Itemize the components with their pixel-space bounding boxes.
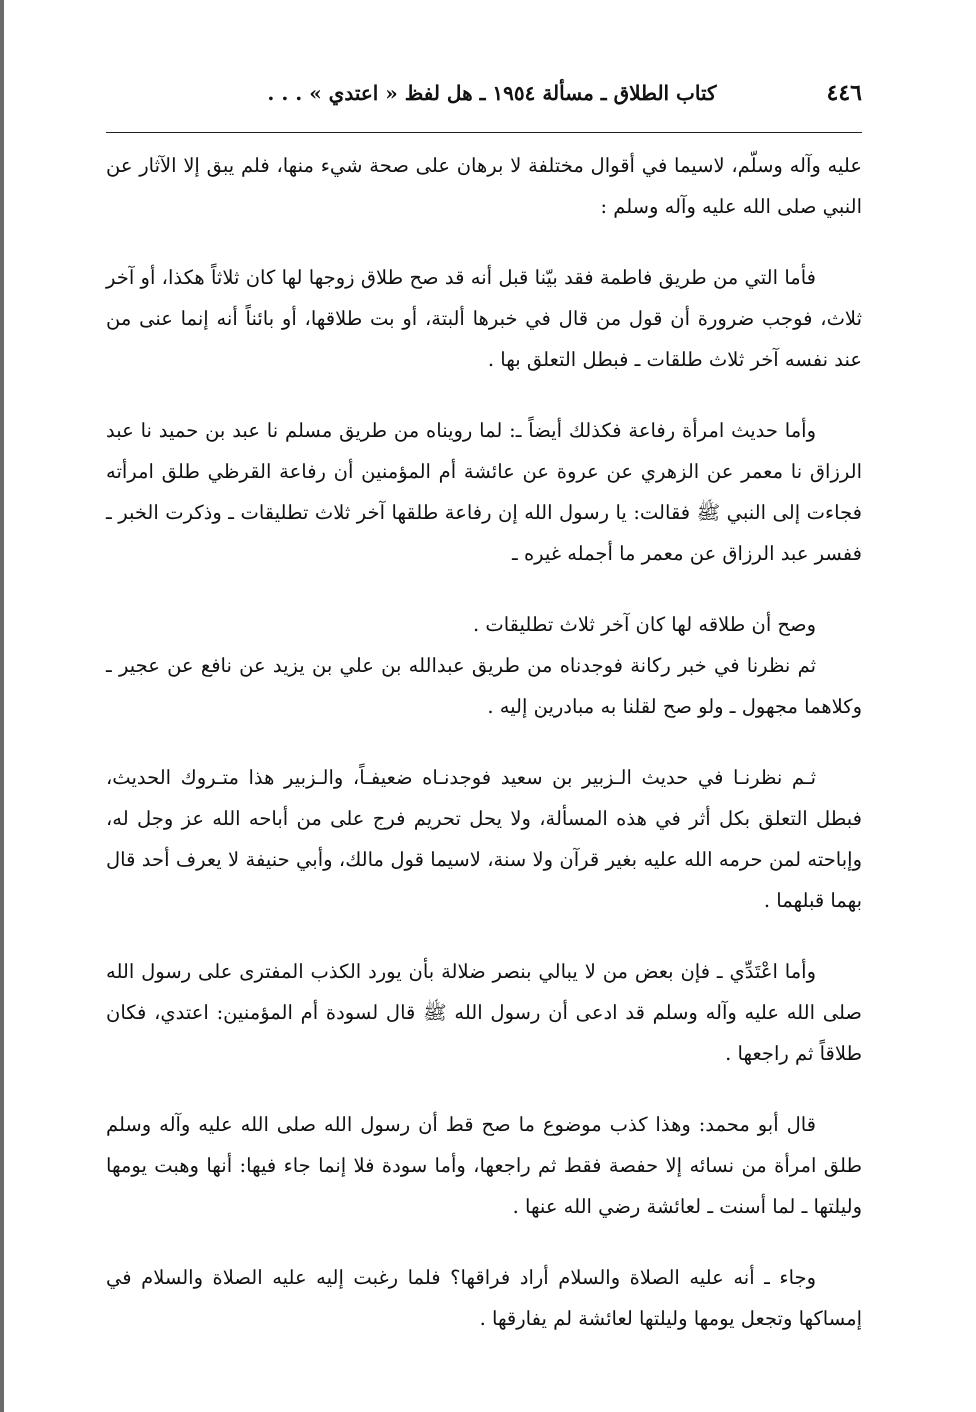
page-header <box>106 80 862 120</box>
book-page <box>106 80 862 1353</box>
paragraph-fatima: فأما التي من طريق فاطمة فقد بيّنا قبل أنه قد صح طلاق زوجها لها كان ثلاثاً هكذا، أو آخر ثلاث، فوجب ضرورة أن قول من قال في خبرها ألبتة، أو بت طلاقها، أو بائناً أنه إنما عنى من عند نفسه آخر ثلاث طلقات ـ فبطل التعلق بها . <box>106 266 862 371</box>
paragraph-abu-muhammad: قال أبو محمد: وهذا كذب موضوع ما صح قط أن رسول الله صلى الله عليه وآله وسلم طلق امرأة من نسائه إلا حفصة فقط ثم راجعها، وأما سودة فلا إنما جاء فيها: أنها وهبت يومها وليلتها ـ لما أسنت ـ لعائشة رضي الله عنها . <box>106 1113 862 1218</box>
scan-edge-shadow <box>0 0 4 1412</box>
paragraph-zubair: ثـم نظرنـا في حديث الـزبير بن سعيد فوجدنـاه ضعيفـاً، والـزبير هذا متـروك الحديث، فبطل التعلق بكل أثر في هذه المسألة، ولا يحل تحريم فرج على من أباحه الله عز وجل له، وإباحته لمن حرمه الله عليه بغير قرآن ولا سنة، لاسيما قول مالك، وأبي حنيفة لا يعرف أحد قال بهما قبلهما . <box>106 766 862 912</box>
page-number: ٤٤٦ <box>826 80 862 106</box>
paragraph-rukana: ثم نظرنا في خبر ركانة فوجدناه من طريق عبدالله بن علي بن يزيد عن نافع عن عجير ـ وكلاهما مجهول ـ ولو صح لقلنا به مبادرين إليه . <box>106 654 862 718</box>
header-rule <box>106 132 862 133</box>
paragraph-sawda: وجاء ـ أنه عليه الصلاة والسلام أراد فراقها؟ فلما رغبت إليه عليه الصلاة والسلام في إمساكها وتجعل يومها وليلتها لعائشة لم يفارقها . <box>106 1266 862 1330</box>
paragraph-continuation: عليه وآله وسلّم، لاسيما في أقوال مختلفة لا برهان على صحة شيء منها، فلم يبق إلا الآثار عن النبي صلى الله عليه وآله وسلم : <box>106 154 862 218</box>
body-text <box>106 145 862 1339</box>
paragraph-rifaa-conclusion: وصح أن طلاقه لها كان آخر ثلاث تطليقات . <box>472 613 816 636</box>
running-title: كتاب الطلاق ـ مسألة ١٩٥٤ ـ هل لفظ « اعتدي » . . . <box>267 81 717 105</box>
paragraph-itaddi: وأما اعْتَدِّي ـ فإن بعض من لا يبالي بنصر ضلالة بأن يورد الكذب المفترى على رسول الله صلى الله عليه وآله وسلم قد ادعى أن رسول الله ﷺ قال لسودة أم المؤمنين: اعتدي، فكان طلاقاً ثم راجعها . <box>106 960 862 1065</box>
paragraph-rifaa: وأما حديث امرأة رفاعة فكذلك أيضاً ـ: لما رويناه من طريق مسلم نا عبد بن حميد نا عبد الرزاق نا معمر عن الزهري عن عروة عن عائشة أم المؤمنين أن رفاعة القرظي طلق امرأته فجاءت إلى النبي ﷺ فقالت: يا رسول الله إن رفاعة طلقها آخر ثلاث تطليقات ـ وذكرت الخبر ـ ففسر عبد الرزاق عن معمر ما أجمله غيره ـ <box>106 419 862 565</box>
